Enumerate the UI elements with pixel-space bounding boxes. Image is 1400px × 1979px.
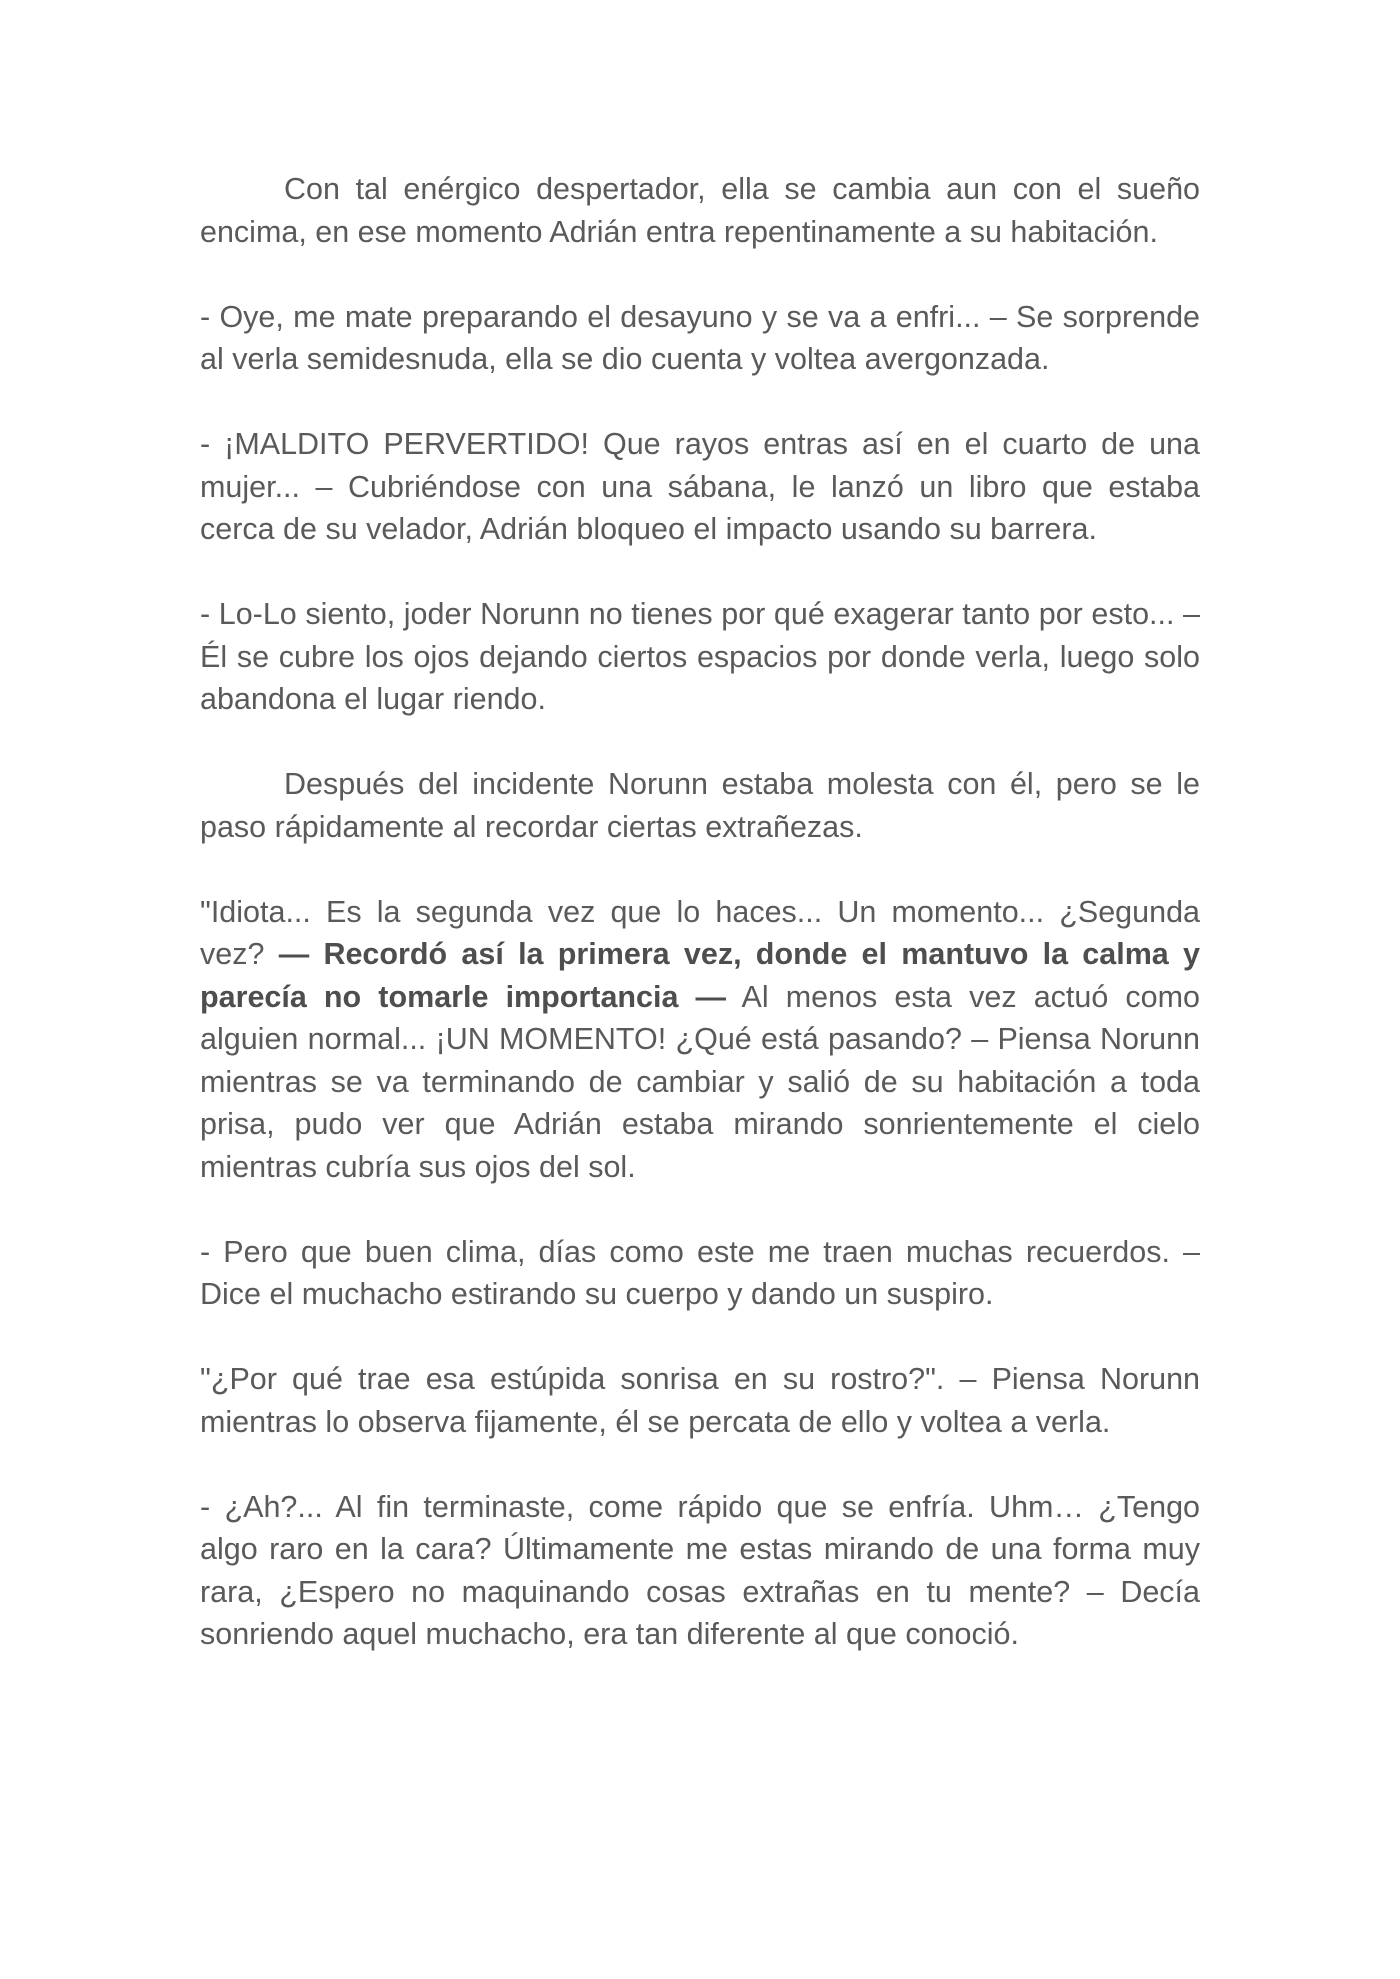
- paragraph-6: [200, 891, 1200, 1189]
- paragraph-6-bold-text: — Recordó así la primera vez, donde el mantuvo la calma y parecía no tomarle importancia —: [200, 937, 1200, 1014]
- paragraph-7: - Pero que buen clima, días como este me traen muchas recuerdos. – Dice el muchacho estirando su cuerpo y dando un suspiro.: [200, 1234, 1200, 1311]
- paragraph-6-text-after: Al menos esta vez actuó como alguien normal... ¡UN MOMENTO! ¿Qué está pasando? – Piensa Norunn mientras se va terminando de cambiar y salió de su habitación a toda prisa, pudo ver que Adrián estaba mirando sonrientemente el cielo mientras cubría sus ojos del sol.: [200, 979, 1200, 1184]
- paragraph-1: Con tal enérgico despertador, ella se cambia aun con el sueño encima, en ese momento Adrián entra repentinamente a su habitación.: [200, 172, 1200, 249]
- paragraph-8: "¿Por qué trae esa estúpida sonrisa en su rostro?". – Piensa Norunn mientras lo observa fijamente, él se percata de ello y voltea a verla.: [200, 1362, 1200, 1439]
- paragraph-5: Después del incidente Norunn estaba molesta con él, pero se le paso rápidamente al recordar ciertas extrañezas.: [200, 767, 1200, 844]
- paragraph-9: - ¿Ah?... Al fin terminaste, come rápido que se enfría. Uhm… ¿Tengo algo raro en la cara? Últimamente me estas mirando de una forma muy rara, ¿Espero no maquinando cosas extrañas en tu mente? – Decía sonriendo aquel muchacho, era tan diferente al que conoció.: [200, 1489, 1200, 1651]
- paragraph-6-text-before: "Idiota... Es la segunda vez que lo haces... Un momento... ¿Segunda vez?: [200, 894, 1200, 971]
- paragraph-2: - Oye, me mate preparando el desayuno y se va a enfri... – Se sorprende al verla semidesnuda, ella se dio cuenta y voltea avergonzada.: [200, 299, 1200, 376]
- document-page: [200, 168, 1200, 1698]
- paragraph-3: - ¡MALDITO PERVERTIDO! Que rayos entras así en el cuarto de una mujer... – Cubriéndose con una sábana, le lanzó un libro que estaba cerca de su velador, Adrián bloqueo el impacto usando su barrera.: [200, 427, 1200, 546]
- paragraph-4: - Lo-Lo siento, joder Norunn no tienes por qué exagerar tanto por esto... – Él se cubre los ojos dejando ciertos espacios por donde verla, luego solo abandona el lugar riendo.: [200, 597, 1200, 716]
